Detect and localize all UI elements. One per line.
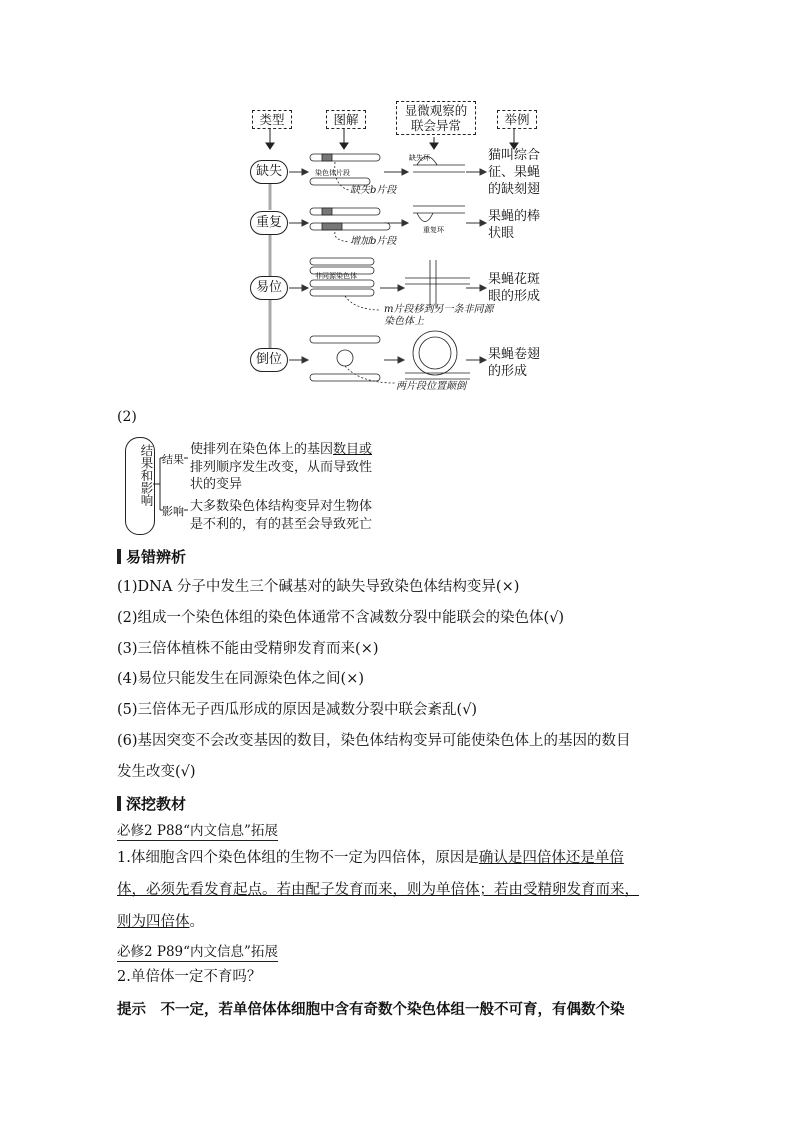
type-inversion: 倒位 <box>250 348 288 372</box>
example-translocation: 果蝇花斑眼的形成 <box>488 272 541 304</box>
note-duplication: 增加b片段 <box>350 236 397 247</box>
example-duplication: 果蝇的棒状眼 <box>488 209 541 241</box>
note-inversion: 两片段位置颠倒 <box>396 381 466 392</box>
header-observation: 显微观察的联会异常 <box>396 101 476 135</box>
error-item-4: (4)易位只能发生在同源染色体之间(×) <box>117 671 365 687</box>
mark-chromosome-fragment: 染色体片段 <box>315 169 350 177</box>
section-error-analysis: 易错辨析 <box>117 546 186 567</box>
error-item-6: (6)基因突变不会改变基因的数目，染色体结构变异可能使染色体上的基因的数目 <box>117 733 631 749</box>
header-type: 类型 <box>252 110 292 129</box>
impact-text: 大多数染色体结构变异对生物体 是不利的，有的甚至会导致死亡 <box>190 499 373 532</box>
note-translocation: m片段移到另一条非同源染色体上 <box>384 304 494 327</box>
section-textbook-dig: 深挖教材 <box>117 793 186 814</box>
type-duplication: 重复 <box>250 211 288 235</box>
header-example: 举例 <box>497 110 537 129</box>
root-label: 结果和影响 <box>139 444 154 507</box>
chromosome-illustrations <box>305 148 490 400</box>
error-item-6-cont: 发生改变(√) <box>117 764 196 780</box>
part2-label: (2) <box>117 409 137 425</box>
type-translocation: 易位 <box>250 276 288 300</box>
mark-deletion-loop: 缺失环 <box>409 154 430 162</box>
header-diagram: 图解 <box>326 110 366 129</box>
question-1: 1.体细胞含四个染色体组的生物不一定为四倍体，原因是确认是四倍体还是单倍 体，必须先看发育起点。若由配子发育而来，则为单倍体；若由受精卵发育而来， 则为四倍体。 <box>117 850 639 930</box>
example-deletion: 猫叫综合征、果蝇的缺刻翅 <box>488 148 541 197</box>
textbook-ref-1: 必修2 P88“内文信息”拓展 <box>117 819 278 841</box>
error-item-3: (3)三倍体植株不能由受精卵发育而来(×) <box>117 641 379 657</box>
example-inversion: 果蝇卷翅的形成 <box>488 347 541 379</box>
error-item-1: (1)DNA 分子中发生三个碱基对的缺失导致染色体结构变异(×) <box>117 579 520 595</box>
result-text: 使排列在染色体上的基因数目或 排列顺序发生改变，从而导致性 状的变异 <box>190 442 373 492</box>
mark-duplication-loop: 重复环 <box>423 226 444 234</box>
question-2: 2.单倍体一定不育吗？ <box>117 969 262 985</box>
textbook-ref-2: 必修2 P89“内文信息”拓展 <box>117 940 278 962</box>
result-label: 结果 <box>162 453 184 466</box>
answer-2: 提示 不一定，若单倍体体细胞中含有奇数个染色体组一般不可育，有偶数个染 <box>117 1001 625 1018</box>
error-item-5: (5)三倍体无子西瓜形成的原因是减数分裂中联会紊乱(√) <box>117 702 478 718</box>
type-deletion: 缺失 <box>250 160 288 184</box>
note-deletion: 缺失b片段 <box>350 185 397 196</box>
impact-label: 影响 <box>162 505 184 518</box>
error-item-2: (2)组成一个染色体组的染色体通常不含减数分裂中能联会的染色体(√) <box>117 610 565 626</box>
mark-nonhomologous: 非同源染色体 <box>315 272 357 280</box>
